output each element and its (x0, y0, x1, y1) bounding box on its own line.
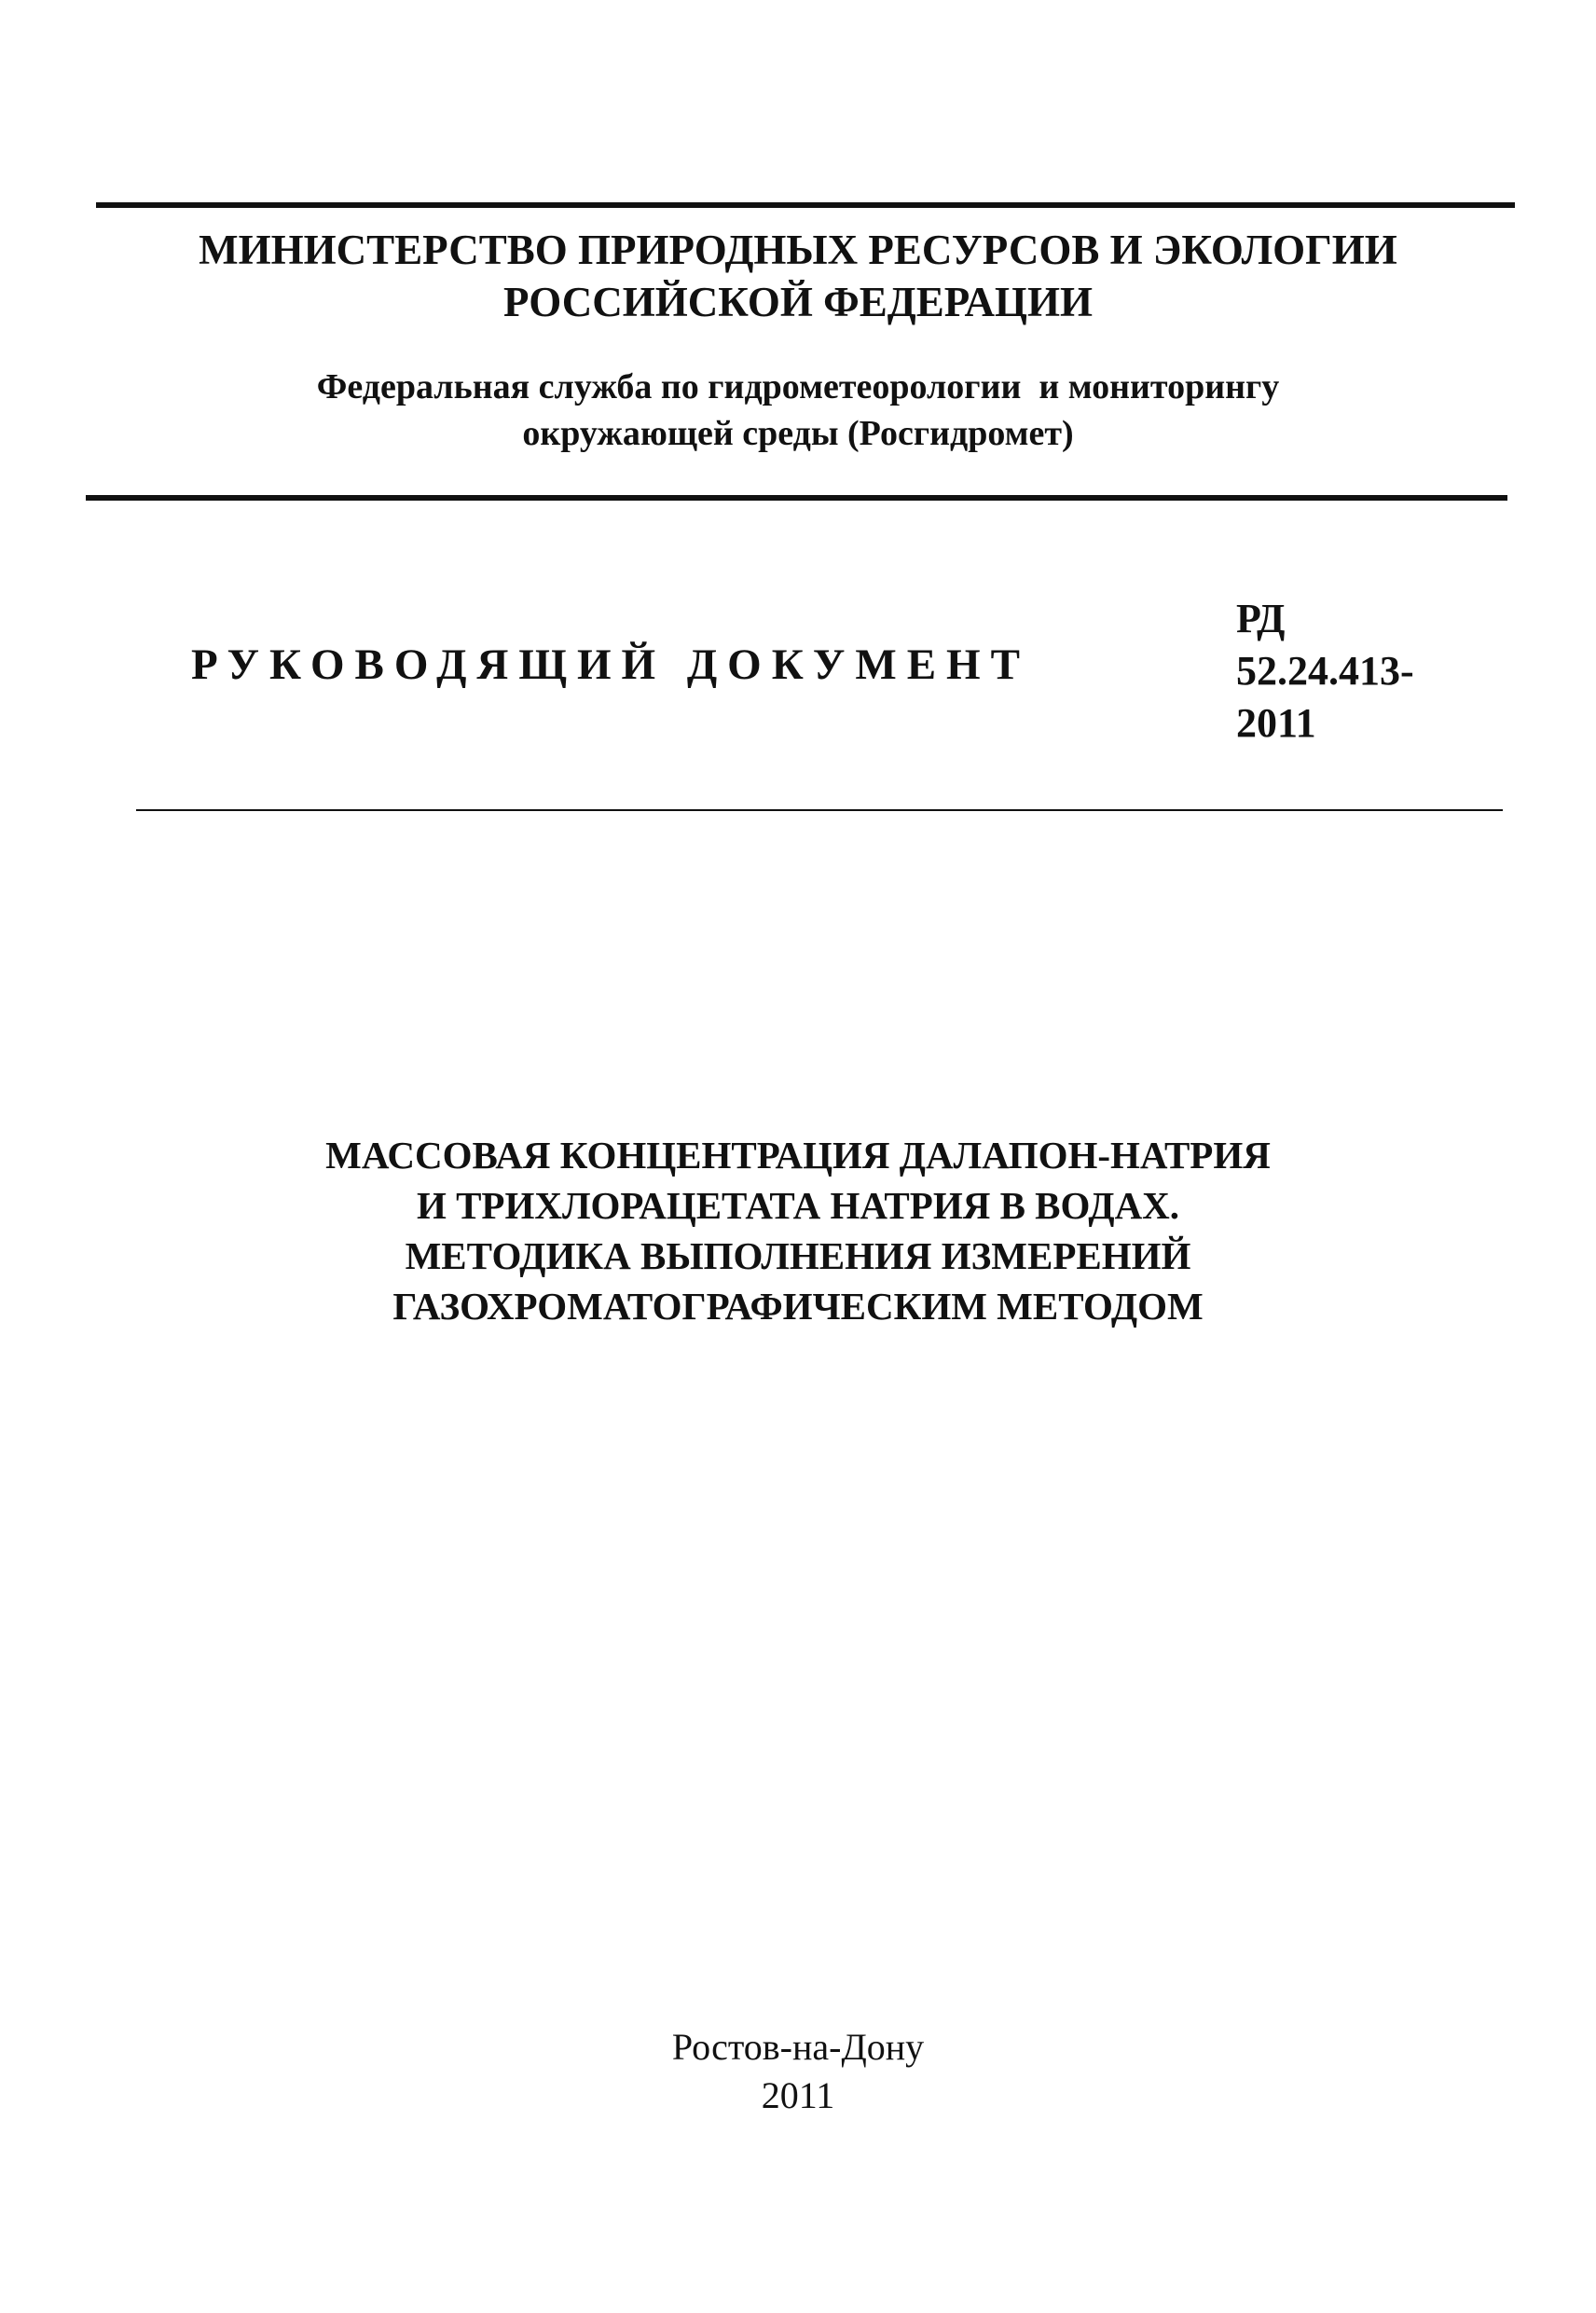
publication-info (0, 2023, 1596, 2120)
service-line-1: Федеральная служба по гидрометеорологии и мониторингу (316, 367, 1280, 406)
ministry-heading (0, 224, 1596, 328)
document-code (1236, 593, 1414, 750)
ministry-line-1: МИНИСТЕРСТВО ПРИРОДНЫХ РЕСУРСОВ И ЭКОЛОГИИ (199, 227, 1397, 273)
middle-rule (86, 495, 1507, 501)
document-code-line-1: РД (1236, 596, 1286, 641)
thin-rule (136, 809, 1503, 811)
title-line-2: И ТРИХЛОРАЦЕТАТА НАТРИЯ В ВОДАХ. (416, 1184, 1180, 1227)
publication-city: Ростов-на-Дону (671, 2026, 925, 2068)
ministry-line-2: РОССИЙСКОЙ ФЕДЕРАЦИИ (503, 279, 1093, 325)
title-line-3: МЕТОДИКА ВЫПОЛНЕНИЯ ИЗМЕРЕНИЙ (405, 1234, 1191, 1277)
document-title (0, 1130, 1596, 1331)
publication-year: 2011 (761, 2074, 835, 2116)
document-code-line-3: 2011 (1236, 700, 1316, 746)
document-type: РУКОВОДЯЩИЙ ДОКУМЕНТ (191, 640, 1030, 689)
service-heading (0, 364, 1596, 457)
top-rule (96, 202, 1515, 208)
service-line-2: окружающей среды (Росгидромет) (522, 414, 1074, 453)
title-line-1: МАССОВАЯ КОНЦЕНТРАЦИЯ ДАЛАПОН-НАТРИЯ (325, 1134, 1271, 1177)
document-code-line-2: 52.24.413- (1236, 648, 1414, 694)
title-line-4: ГАЗОХРОМАТОГРАФИЧЕСКИМ МЕТОДОМ (392, 1285, 1204, 1328)
